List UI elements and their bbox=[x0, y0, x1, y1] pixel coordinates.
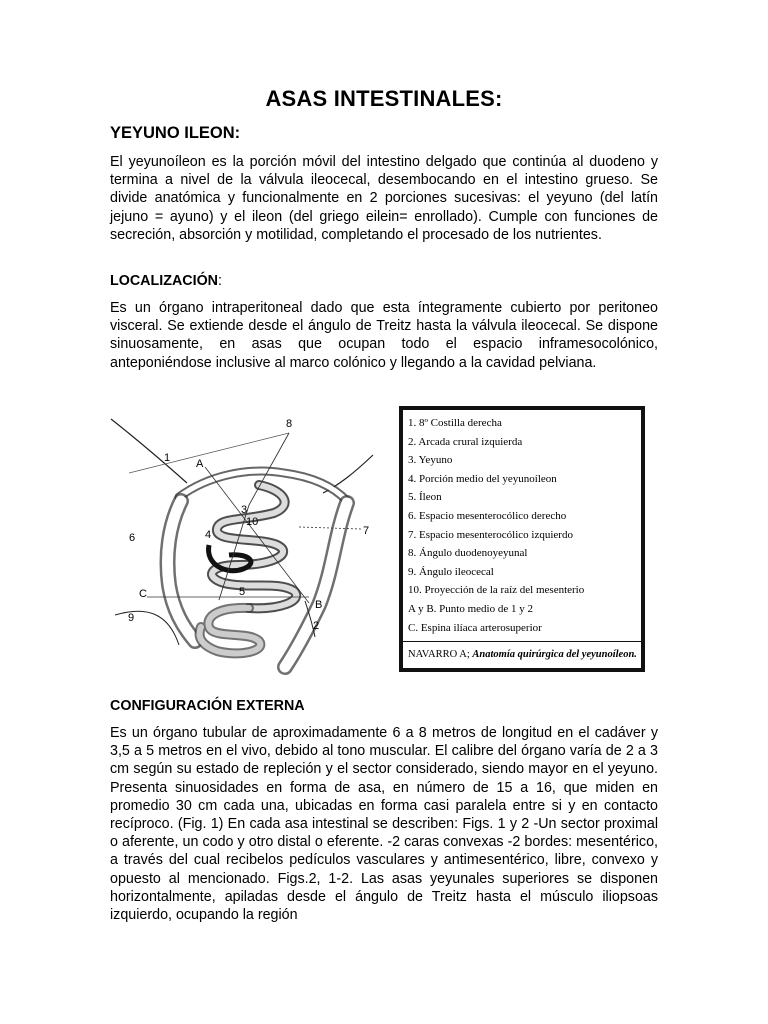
localizacion-paragraph: Es un órgano intraperitoneal dado que esta íntegramente cubierto por peritoneo visceral. Se extiende desde el ángulo de Treitz hasta la válvula ileocecal. Se dispone sinuosamente, en asas que ocupan todo el espacio inframesocolónico, anteponiéndose inclusive al marco colónico y llegando a la cavidad pelviana. bbox=[110, 300, 658, 371]
anatomy-figure bbox=[109, 405, 375, 681]
caption-author: NAVARRO A; bbox=[408, 649, 470, 660]
label-c: C bbox=[139, 588, 147, 600]
label-8: 8 bbox=[286, 418, 293, 430]
label-6: 6 bbox=[129, 532, 136, 544]
label-4: 4 bbox=[205, 529, 212, 541]
legend-item: A y B. Punto medio de 1 y 2 bbox=[408, 602, 533, 615]
intestine-diagram bbox=[109, 405, 375, 681]
subtitle: YEYUNO ILEON: bbox=[110, 124, 241, 142]
label-2: 2 bbox=[313, 620, 320, 632]
intro-paragraph: El yeyunoíleon es la porción móvil del intestino delgado que continúa al duodeno y termina a nivel de la válvula ileocecal, desembocando en el intestino grueso. Se divide anatómica y funcionalmente en 2 porciones sucesivas: el yeyuno (del latín jejuno = ayuno) y el ileon (del griego eilein= enrollado). Cumple con funciones de secreción, absorción y motilidad, completando el procesado de los nutrientes. bbox=[110, 154, 658, 243]
caption-title: Anatomía quirúrgica del yeyunoíleon. bbox=[472, 649, 637, 660]
legend-item: C. Espina ilíaca arterosuperior bbox=[408, 621, 542, 634]
label-3: 3 bbox=[241, 504, 248, 516]
label-b: B bbox=[315, 599, 323, 611]
page-title: ASAS INTESTINALES: bbox=[265, 86, 503, 111]
legend-item: 4. Porción medio del yeyunoíleon bbox=[408, 472, 557, 485]
configuracion-heading: CONFIGURACIÓN EXTERNA bbox=[110, 698, 305, 714]
rib-contour-right bbox=[111, 419, 187, 483]
configuracion-paragraph: Es un órgano tubular de aproximadamente 6 a 8 metros de longitud en el cadáver y 3,5 a 5 metros en el vivo, debido al tono muscular. El calibre del órgano varía de 2 a 3 cm según su estado de repleción y el sector considerado, siendo mayor en el yeyuno. Presenta sinuosidades en forma de asa, en número de 15 a 16, que miden en promedio 30 cm cada una, ubicadas en forma casi paralela entre si y en contacto recíproco. (Fig. 1) En cada asa intestinal se describen: Figs. 1 y 2 -Un sector proximal o aferente, un codo y otro distal o eferente. -2 caras convexas -2 bordes: mesentérico, a través del cual recibelos pedículos vasculares y antimesentérico, libre, convexo y opuesto al mencionado. Figs.2, 1-2. Las asas yeyunales superiores se disponen horizontalmente, apiladas desde el ángulo de Treitz hasta el músculo iliopsoas izquierdo, ocupando la región bbox=[110, 725, 658, 924]
legend-item: 5. Íleon bbox=[408, 491, 442, 504]
legend-item: 8. Ángulo duodenoyeyunal bbox=[408, 547, 528, 560]
legend-item: 2. Arcada crural izquierda bbox=[408, 435, 523, 448]
legend-item: 3. Yeyuno bbox=[408, 454, 453, 467]
pelvic-contour bbox=[115, 611, 179, 645]
legend-item: 1. 8º Costilla derecha bbox=[408, 417, 502, 429]
localizacion-heading-text: LOCALIZACIÓN bbox=[110, 273, 219, 289]
legend-item: 6. Espacio mesenterocólico derecho bbox=[408, 509, 567, 522]
reference-line-7 bbox=[299, 527, 361, 529]
legend-item: 7. Espacio mesenterocólico izquierdo bbox=[408, 528, 573, 541]
label-10: 10 bbox=[246, 516, 259, 528]
label-7: 7 bbox=[363, 525, 370, 537]
figure-legend bbox=[399, 406, 645, 672]
localizacion-heading bbox=[110, 273, 222, 289]
figure-caption bbox=[403, 641, 641, 668]
label-5: 5 bbox=[239, 586, 246, 598]
label-9: 9 bbox=[128, 612, 135, 624]
label-a: A bbox=[196, 458, 204, 470]
legend-item: 9. Ángulo ileocecal bbox=[408, 565, 494, 578]
label-1: 1 bbox=[164, 452, 171, 464]
legend-item: 10. Proyección de la raíz del mesenterio bbox=[408, 584, 585, 597]
localizacion-heading-colon: : bbox=[218, 273, 222, 289]
